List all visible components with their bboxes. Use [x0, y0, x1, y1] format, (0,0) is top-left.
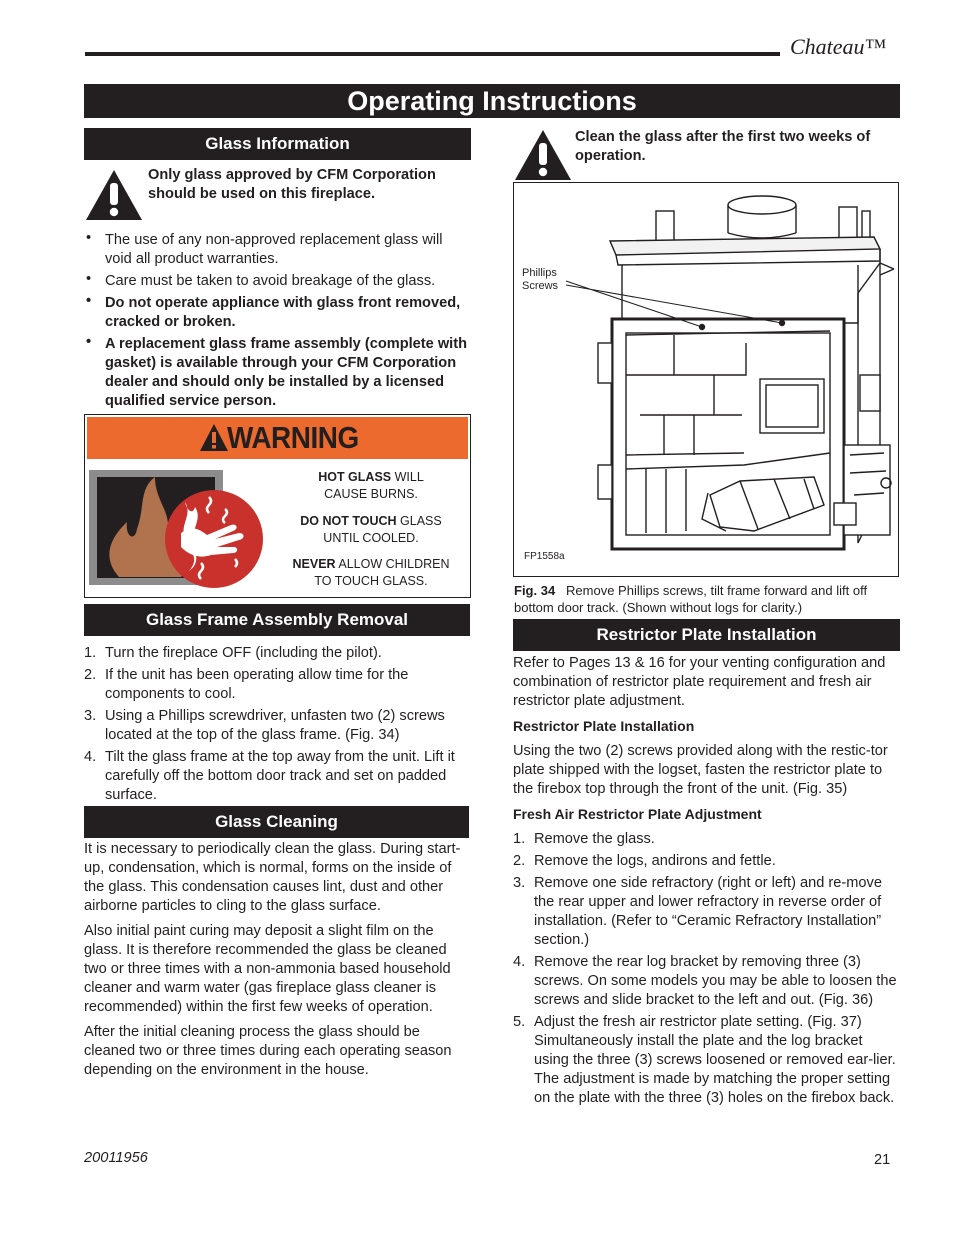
- fresh-air-subheading: Fresh Air Restrictor Plate Adjustment: [513, 806, 762, 822]
- fireplace-illustration: [514, 183, 898, 576]
- brand-name: Chateau™: [790, 34, 887, 59]
- warning-line-do-not-touch: DO NOT TOUCH GLASS UNTIL COOLED.: [300, 514, 442, 545]
- warning-header: [87, 417, 468, 459]
- list-item: • Do not operate appliance with glass front removed, cracked or broken.: [84, 294, 471, 332]
- restrictor-body: [513, 654, 900, 1111]
- paragraph: After the initial cleaning process the glass should be cleaned two or three times during each operating season depending on the environment in the house.: [84, 1024, 452, 1078]
- hot-glass-hand-icon: [89, 467, 279, 593]
- list-item: 4. Tilt the glass frame at the top away from the unit. Lift it carefully off the bottom door track and set on padded surface.: [84, 749, 455, 803]
- list-item: 5. Adjust the fresh air restrictor plate setting. (Fig. 37) Simultaneously install the plate and the log bracket using the three (3) screws loosened or removed ear-lier. The adjustment is made by matching the proper setting on the plate with the three (3) holes on the firebox back.: [513, 1014, 896, 1106]
- glass-frame-heading: Glass Frame Assembly Removal: [84, 604, 470, 636]
- paragraph: Using the two (2) screws provided along with the restic-tor plate shipped with the logset, fasten the restrictor plate to the firebox top through the front of the unit. (Fig. 35): [513, 743, 888, 797]
- list-item: 1. Remove the glass.: [513, 831, 655, 847]
- figure-34: [513, 182, 899, 577]
- list-item: • Care must be taken to avoid breakage of the glass.: [84, 272, 471, 291]
- list-item: • The use of any non-approved replacement glass will void all product warranties.: [84, 231, 471, 269]
- figure-callout: Phillips Screws: [522, 267, 559, 292]
- paragraph: It is necessary to periodically clean the glass. During start-up, condensation, which is normal, forms on the inside of the glass. This condensation causes lint, dust and other airborne particles to cling to the glass surface.: [84, 841, 461, 914]
- warning-line-never: NEVER ALLOW CHILDREN TO TOUCH GLASS.: [292, 557, 450, 588]
- list-item: 3. Using a Phillips screwdriver, unfasten two (2) screws located at the top of the glass frame. (Fig. 34): [84, 708, 445, 743]
- warning-triangle-icon: [84, 168, 144, 222]
- paragraph: Refer to Pages 13 & 16 for your venting configuration and combination of restrictor plate requirement and fresh air restrictor plate adjustment.: [513, 655, 886, 709]
- warning-line-hot-glass: HOT GLASS WILL CAUSE BURNS.: [318, 470, 424, 501]
- paragraph: Also initial paint curing may deposit a slight film on the glass. It is therefore recommended the glass be cleaned two or three times with a non-ammonia based household cleaner and warm water (gas fireplace glass cleaner is recommended) within the first few weeks of operation.: [84, 923, 451, 1015]
- glass-info-bullets: [84, 231, 471, 414]
- list-item: 2. Remove the logs, andirons and fettle.: [513, 853, 776, 869]
- warning-triangle-icon: [199, 423, 229, 453]
- warning-triangle-icon: [513, 128, 573, 182]
- page-number: 21: [874, 1152, 891, 1168]
- header-rule: [85, 52, 780, 56]
- fresh-air-steps: [513, 830, 900, 1108]
- page-title: Operating Instructions: [84, 84, 900, 118]
- restrictor-subheading: Restrictor Plate Installation: [513, 718, 695, 734]
- doc-number: 20011956: [84, 1150, 148, 1166]
- figure-code: FP1558a: [524, 551, 565, 562]
- list-item: 3. Remove one side refractory (right or left) and re-move the rear upper and lower refractory in reverse order of installation. (Refer to “Ceramic Refractory Installation” section.): [513, 875, 882, 948]
- glass-cleaning-heading: Glass Cleaning: [84, 806, 469, 838]
- list-item: 4. Remove the rear log bracket by removing three (3) screws. On some models you may be able to loosen the screws and slide bracket to the left and out. (Fig. 36): [513, 954, 897, 1008]
- clean-glass-warning-text: Clean the glass after the first two weeks of operation.: [575, 129, 871, 164]
- glass-frame-steps: [84, 644, 470, 808]
- list-item: • A replacement glass frame assembly (complete with gasket) is available through your CFM Corporation dealer and should only be installed by a licensed qualified service person.: [84, 335, 471, 411]
- glass-info-heading: Glass Information: [84, 128, 471, 160]
- glass-warning-text: Only glass approved by CFM Corporation should be used on this fireplace.: [148, 167, 436, 202]
- list-item: 1. Turn the fireplace OFF (including the pilot).: [84, 645, 382, 661]
- glass-cleaning-body: [84, 840, 464, 1080]
- restrictor-heading: Restrictor Plate Installation: [513, 619, 900, 651]
- warning-box: [84, 414, 471, 598]
- figure-caption: Fig. 34 Remove Phillips screws, tilt frame forward and lift off bottom door track. (Shown without logs for clarity.): [514, 583, 868, 615]
- list-item: 2. If the unit has been operating allow time for the components to cool.: [84, 667, 409, 702]
- warning-label: WARNING: [227, 420, 359, 455]
